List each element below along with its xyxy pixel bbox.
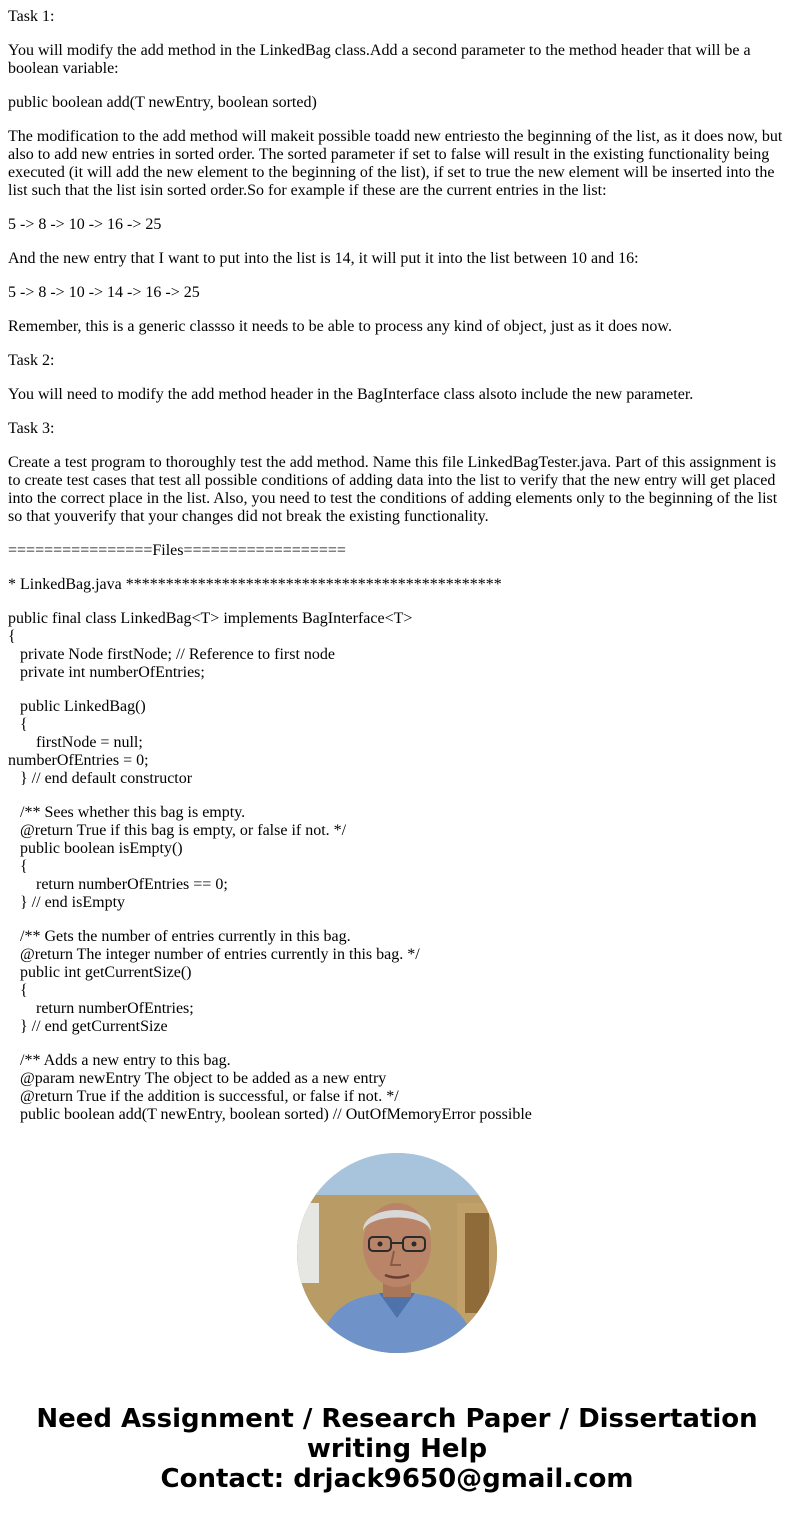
code-line: public int getCurrentSize() [8,964,192,981]
code-line: { [8,982,28,999]
code-line: @return The integer number of entries currently in this bag. */ [8,946,420,963]
code-line: public boolean isEmpty() [8,840,183,857]
code-line: numberOfEntries = 0; [8,752,149,769]
code-line: /** Sees whether this bag is empty. [8,804,246,821]
example-text: And the new entry that I want to put into the list is 14, it will put it into the list between 10 and 16: [8,250,639,267]
code-line: public boolean add(T newEntry, boolean sorted) // OutOfMemoryError possible [8,1106,532,1123]
code-line: { [8,858,28,875]
code-line: { [8,716,28,733]
ad-line-1: Need Assignment / Research Paper / Dissertation [36,1404,758,1434]
files-divider: ================Files================== [8,542,346,559]
code-line: /** Gets the number of entries currently in this bag. [8,928,351,945]
code-line: return numberOfEntries == 0; [8,876,228,893]
code-line: } // end isEmpty [8,894,126,911]
code-line: private int numberOfEntries; [8,664,205,681]
task1-heading: Task 1: [8,8,55,25]
code-line: public final class LinkedBag<T> implements BagInterface<T> [8,610,413,627]
code-line: @return True if the addition is successful, or false if not. */ [8,1088,399,1105]
code-line: public LinkedBag() [8,698,146,715]
code-block [8,610,786,682]
ad-line-2: writing Help [306,1434,488,1464]
code-listing [8,610,786,1124]
code-line: } // end default constructor [8,770,193,787]
code-line: @param newEntry The object to be added as a new entry [8,1070,387,1087]
example-result: 5 -> 8 -> 10 -> 14 -> 16 -> 25 [8,284,200,301]
code-line: private Node firstNode; // Reference to first node [8,646,335,663]
code-line: return numberOfEntries; [8,1000,194,1017]
task1-reminder: Remember, this is a generic classso it needs to be able to process any kind of object, just as it does now. [8,318,672,335]
code-line: firstNode = null; [8,734,143,751]
task2-heading: Task 2: [8,352,55,369]
code-block [8,1052,786,1124]
code-line: { [8,628,16,645]
author-photo [297,1153,497,1353]
file-header: * LinkedBag.java *********************************************** [8,576,502,593]
example-list: 5 -> 8 -> 10 -> 16 -> 25 [8,216,162,233]
advertisement-banner [0,1404,794,1494]
task1-intro: You will modify the add method in the LinkedBag class.Add a second parameter to the method header that will be a boolean variable: [8,42,751,77]
code-block [8,804,786,912]
task1-description: The modification to the add method will makeit possible toadd new entriesto the beginning of the list, as it does now, but also to add new entries in sorted order. The sorted parameter if set to false will result in the existing functionality being executed (it will add the new element to the beginning of the list), if set to true the new element will be inserted into the list such that the list isin sorted order.So for example if these are the current entries in the list: [8,128,783,199]
ad-contact-line: Contact: drjack9650@gmail.com [160,1464,634,1494]
code-block [8,928,786,1036]
portrait-image [297,1153,497,1353]
task3-heading: Task 3: [8,420,55,437]
assignment-document [8,8,786,1140]
task2-text: You will need to modify the add method header in the BagInterface class alsoto include the new parameter. [8,386,694,403]
code-line: /** Adds a new entry to this bag. [8,1052,231,1069]
code-line: } // end getCurrentSize [8,1018,168,1035]
task1-signature: public boolean add(T newEntry, boolean sorted) [8,94,317,111]
task3-text: Create a test program to thoroughly test the add method. Name this file LinkedBagTester.java. Part of this assignment is to create test cases that test all possible conditions of adding data into the list to verify that the new entry will get placed into the correct place in the list. Also, you need to test the conditions of adding elements only to the beginning of the list so that youverify that your changes did not break the existing functionality. [8,454,778,525]
code-block [8,698,786,788]
code-line: @return True if this bag is empty, or false if not. */ [8,822,347,839]
